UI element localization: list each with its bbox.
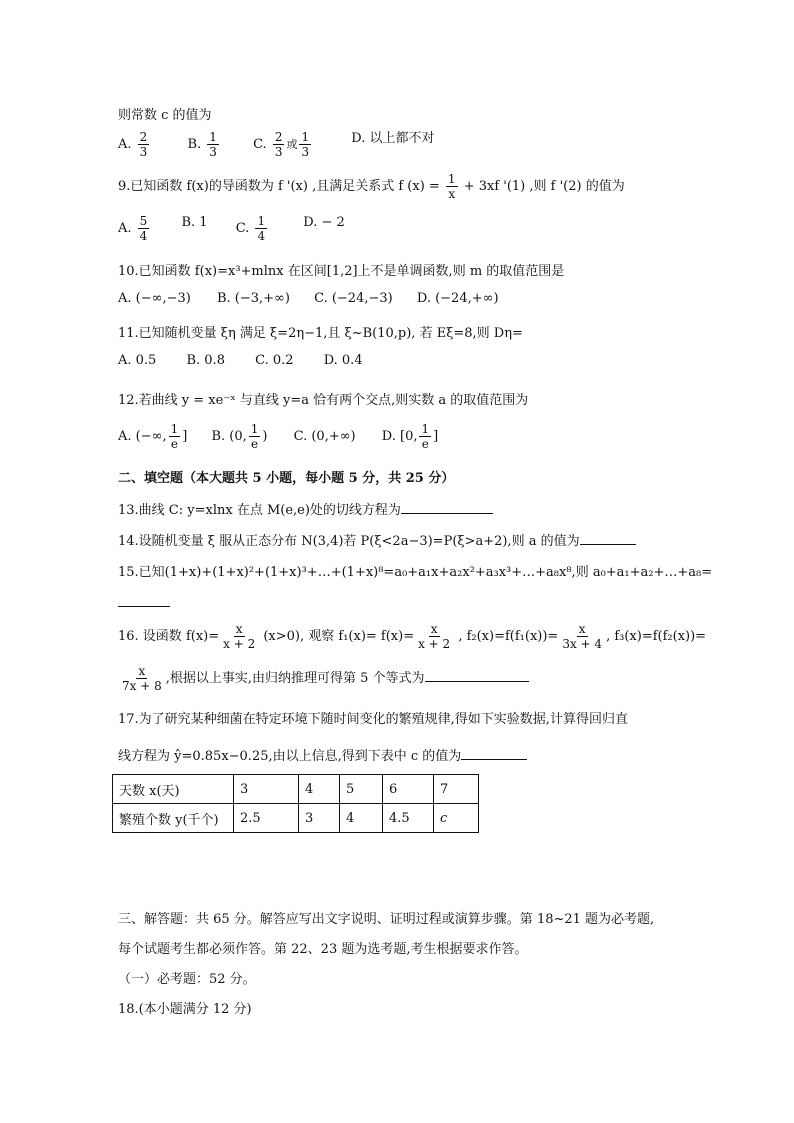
q17-answer-blank <box>461 758 527 760</box>
q9-option-b: B. 1 <box>181 215 208 230</box>
q8-option-a-label: A. <box>118 137 132 152</box>
q15-answer-blank <box>118 596 170 611</box>
table-row <box>113 775 479 804</box>
table-cell: 4 <box>340 804 383 833</box>
q16-f-fraction: $\frac{x}{x + 2}$ <box>223 622 256 651</box>
q8-options: A. $\frac{2}{3}$ B. $\frac{1}{3}$ C. $\frac{2}{3}$ 或 $\frac{1}{3}$ D. 以上都不对 <box>118 130 464 159</box>
q9-options: A. $\frac{5}{4}$ B. 1 C. $\frac{1}{4}$ D. − 2 <box>118 214 345 243</box>
q12-question: 12.若曲线 y = xe⁻ˣ 与直线 y=a 恰有两个交点,则实数 a 的取值范围为 <box>118 393 529 408</box>
q17-question-line2: 线方程为 ŷ=0.85x−0.25,由以上信息,得到下表中 c 的值为 <box>118 745 527 764</box>
q8-option-b-label: B. <box>187 137 202 152</box>
section-2-heading: 二、填空题（本大题共 5 小题，每小题 5 分，共 25 分） <box>118 471 455 486</box>
q8-option-c-fraction2: $\frac{1}{3}$ <box>301 130 310 159</box>
q9-question: 9.已知函数 f(x)的导函数为 f '(x) ,且满足关系式 f (x) = $\frac{1}{x}$ + 3xf '(1) ,则 f '(2) 的值为 <box>118 172 625 201</box>
q11-options: A. 0.5 B. 0.8 C. 0.2 D. 0.4 <box>118 353 363 368</box>
q12-options: A. (−∞, $\frac{1}{e}$ ] B. (0, $\frac{1}{e}$ ) C. (0,+∞) D. [0, $\frac{1}{e}$ ] <box>118 422 439 451</box>
table-cell: 天数 x(天) <box>113 775 234 804</box>
q10-options: A. (−∞,−3) B. (−3,+∞) C. (−24,−3) D. (−24,+∞) <box>118 291 499 306</box>
q9-fraction: $\frac{1}{x}$ <box>447 172 456 201</box>
table-cell: c <box>434 804 479 833</box>
q8-option-d: D. 以上都不对 <box>351 131 435 146</box>
section-3-line2: 每个试题考生都必须作答。第 22、23 题为选考题,考生根据要求作答。 <box>118 942 528 957</box>
q9-option-a-fraction: $\frac{5}{4}$ <box>139 214 148 243</box>
q9-option-d: D. − 2 <box>303 215 345 230</box>
section-3-line1: 三、解答题：共 65 分。解答应写出文字说明、证明过程或演算步骤。第 18~21 题为必考题, <box>118 912 655 927</box>
q8-option-a-fraction: $\frac{2}{3}$ <box>139 130 148 159</box>
q16-f1-fraction: $\frac{x}{x + 2}$ <box>418 622 451 651</box>
q12-option-a-fraction: $\frac{1}{e}$ <box>170 422 179 451</box>
q8-tail: 则常数 c 的值为 <box>118 108 212 123</box>
table-cell: 繁殖个数 y(千个) <box>113 804 234 833</box>
q12-option-d-fraction: $\frac{1}{e}$ <box>421 422 430 451</box>
table-row <box>113 804 479 833</box>
q8-option-b-fraction: $\frac{1}{3}$ <box>209 130 217 159</box>
q17-question-line1: 17.为了研究某种细菌在特定环境下随时间变化的繁殖规律,得如下实验数据,计算得回归直 <box>118 712 628 727</box>
table-cell: 3 <box>299 804 340 833</box>
table-cell: 3 <box>234 775 299 804</box>
q13-question: 13.曲线 C: y=xlnx 在点 M(e,e)处的切线方程为 <box>118 499 493 518</box>
q18-heading: 18.(本小题满分 12 分) <box>118 1002 252 1017</box>
q15-question: 15.已知(1+x)+(1+x)²+(1+x)³+…+(1+x)⁸=a₀+a₁x+a₂x²+a₃x³+…+a₈x⁸,则 a₀+a₁+a₂+…+a₈= <box>118 565 713 580</box>
table-cell: 6 <box>383 775 434 804</box>
q8-option-c-fraction1: $\frac{2}{3}$ <box>274 130 283 159</box>
q16-question: 16. 设函数 f(x)= $\frac{x}{x + 2}$ (x>0), 观察 f₁(x)= f(x)= $\frac{x}{x + 2}$ , f₂(x)=f(f₁(x))= $\frac{x}{3x + 4}$ , f₃(x)=f(f₂(x))= <box>118 622 707 651</box>
q10-question: 10.已知函数 f(x)=x³+mlnx 在区间[1,2]上不是单调函数,则 m 的取值范围是 <box>118 264 565 279</box>
table-cell: 2.5 <box>234 804 299 833</box>
q14-answer-blank <box>580 543 636 545</box>
q16-answer-blank <box>425 680 529 682</box>
q16-f2-fraction: $\frac{x}{3x + 4}$ <box>562 622 603 651</box>
table-cell: 4.5 <box>383 804 434 833</box>
table-cell: 5 <box>340 775 383 804</box>
table-cell: 4 <box>299 775 340 804</box>
q17-data-table <box>112 774 479 833</box>
q8-option-c-label: C. <box>253 137 267 152</box>
q14-question: 14.设随机变量 ξ 服从正态分布 N(3,4)若 P(ξ<2a−3)=P(ξ>a+2),则 a 的值为 <box>118 530 636 549</box>
q11-question: 11.已知随机变量 ξη 满足 ξ=2η−1,且 ξ~B(10,p), 若 Eξ=8,则 Dη= <box>118 326 523 341</box>
q16-question-cont: $\frac{x}{7x + 8}$ ,根据以上事实,由归纳推理可得第 5 个等式为 <box>118 664 529 693</box>
q13-answer-blank <box>401 512 493 514</box>
table-cell: 7 <box>434 775 479 804</box>
q16-f3-fraction: $\frac{x}{7x + 8}$ <box>122 664 162 693</box>
q12-option-b-fraction: $\frac{1}{e}$ <box>250 422 259 451</box>
required-questions-heading: （一）必考题：52 分。 <box>118 972 256 987</box>
q9-option-c-fraction: $\frac{1}{4}$ <box>257 214 266 243</box>
